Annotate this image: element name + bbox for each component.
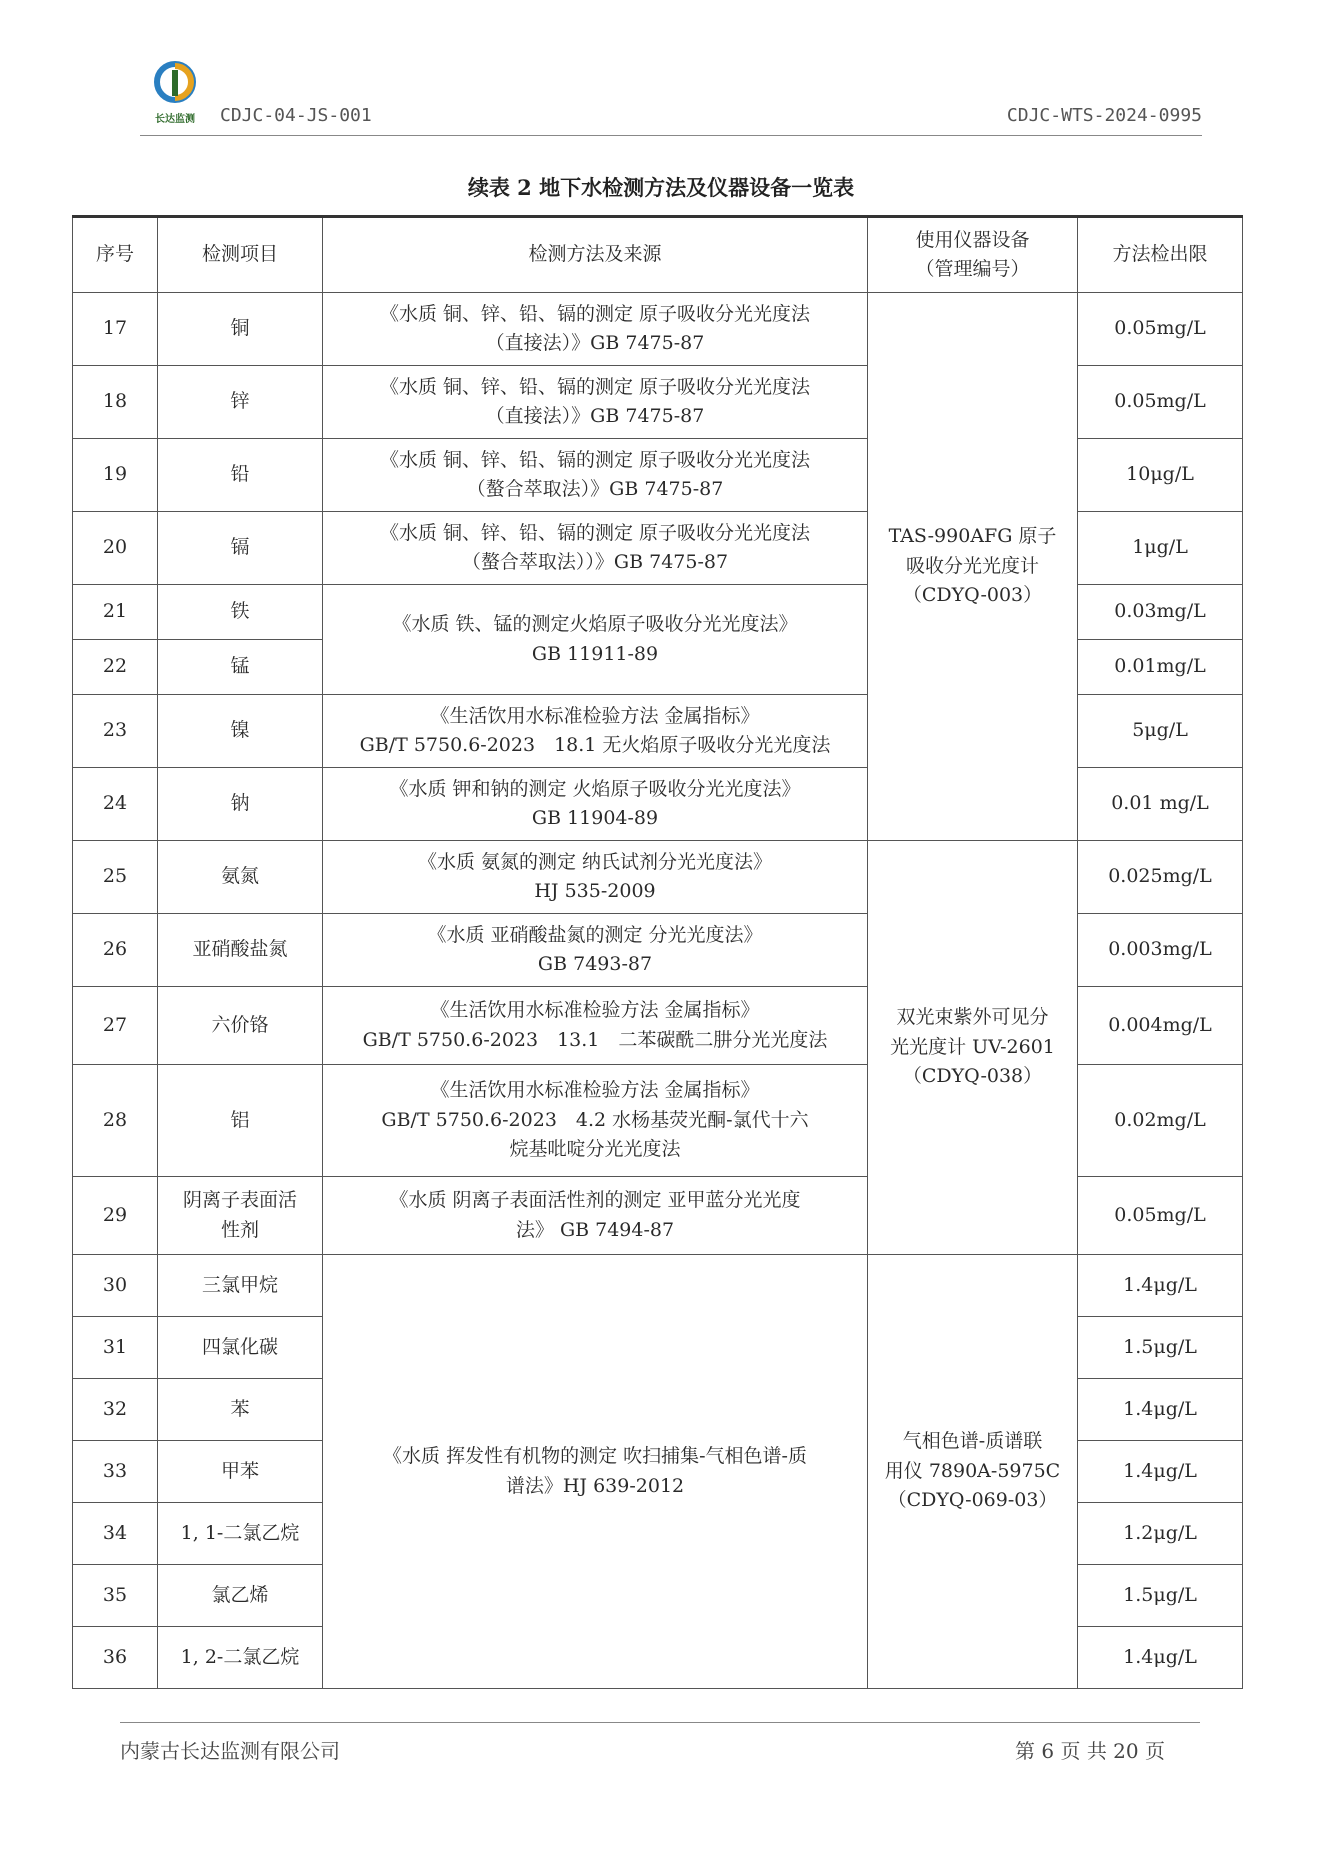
method-line: 《生活饮用水标准检验方法 金属指标》	[430, 704, 760, 727]
method-line: GB/T 5750.6-2023 4.2 水杨基荧光酮-氯代十六	[381, 1108, 809, 1131]
item-cell: 亚硝酸盐氮	[158, 914, 323, 987]
limit-cell: 0.05mg/L	[1078, 366, 1243, 439]
method-cell	[323, 293, 868, 366]
seq-cell: 33	[73, 1441, 158, 1503]
limit-cell: 1μg/L	[1078, 512, 1243, 585]
table-row	[73, 1255, 1243, 1317]
seq-cell: 18	[73, 366, 158, 439]
item-cell: 六价铬	[158, 987, 323, 1065]
seq-cell: 26	[73, 914, 158, 987]
seq-cell: 31	[73, 1317, 158, 1379]
page-title: 续表 2 地下水检测方法及仪器设备一览表	[467, 175, 855, 200]
limit-cell: 1.5μg/L	[1078, 1565, 1243, 1627]
seq-cell: 32	[73, 1379, 158, 1441]
equipment-cell	[868, 1255, 1078, 1689]
item-cell: 1, 2-二氯乙烷	[158, 1627, 323, 1689]
table-row	[73, 293, 1243, 366]
method-line: （螯合萃取法））》GB 7475-87	[461, 551, 729, 573]
method-line: 法》 GB 7494-87	[515, 1218, 675, 1241]
seq-cell: 30	[73, 1255, 158, 1317]
method-line: 《水质 铜、锌、铅、镉的测定 原子吸收分光光度法	[379, 302, 811, 325]
equipment-line: （CDYQ-038）	[902, 1065, 1043, 1088]
limit-cell: 1.2μg/L	[1078, 1503, 1243, 1565]
method-line: 《水质 铁、锰的测定火焰原子吸收分光光度法》	[392, 613, 798, 636]
seq-cell: 17	[73, 293, 158, 366]
method-line: GB 7493-87	[537, 953, 653, 975]
method-line: 《生活饮用水标准检验方法 金属指标》	[430, 999, 760, 1022]
seq-cell: 20	[73, 512, 158, 585]
method-line: 烷基吡啶分光光度法	[509, 1138, 681, 1161]
limit-cell: 1.4μg/L	[1078, 1255, 1243, 1317]
seq-cell: 34	[73, 1503, 158, 1565]
item-cell	[158, 1177, 323, 1255]
method-line: 《水质 阴离子表面活性剂的测定 亚甲蓝分光光度	[389, 1189, 801, 1212]
equipment-line: 双光束紫外可见分	[896, 1006, 1049, 1029]
method-cell	[323, 914, 868, 987]
limit-cell: 0.004mg/L	[1078, 987, 1243, 1065]
method-line: （直接法）》GB 7475-87	[485, 332, 705, 354]
table-row	[73, 841, 1243, 914]
method-line: 《水质 钾和钠的测定 火焰原子吸收分光光度法》	[389, 777, 801, 800]
item-cell: 铅	[158, 439, 323, 512]
equipment-line: 光光度计 UV-2601	[890, 1035, 1055, 1058]
item-cell: 铁	[158, 585, 323, 640]
col-header-equipment-l2: （管理编号）	[915, 258, 1030, 280]
col-header-item: 检测项目	[158, 217, 323, 293]
method-cell	[323, 1177, 868, 1255]
item-cell: 三氯甲烷	[158, 1255, 323, 1317]
item-cell: 镉	[158, 512, 323, 585]
seq-cell: 35	[73, 1565, 158, 1627]
col-header-seq: 序号	[73, 217, 158, 293]
item-cell: 铜	[158, 293, 323, 366]
method-line: （螯合萃取法）》GB 7475-87	[466, 478, 724, 500]
method-line: 《水质 氨氮的测定 纳氏试剂分光光度法》	[417, 850, 773, 873]
method-line: 谱法》HJ 639-2012	[505, 1474, 685, 1497]
limit-cell: 1.4μg/L	[1078, 1627, 1243, 1689]
item-cell: 锌	[158, 366, 323, 439]
method-line: 《水质 铜、锌、铅、镉的测定 原子吸收分光光度法	[379, 375, 811, 398]
method-line: （直接法）》GB 7475-87	[485, 405, 705, 427]
equipment-line: （CDYQ-003）	[902, 584, 1043, 607]
method-cell	[323, 1065, 868, 1177]
item-cell: 氯乙烯	[158, 1565, 323, 1627]
equipment-line: 吸收分光光度计	[905, 554, 1039, 577]
footer-page-number: 第 6 页 共 20 页	[1015, 1739, 1165, 1763]
seq-cell: 27	[73, 987, 158, 1065]
method-cell	[323, 841, 868, 914]
footer-divider	[120, 1722, 1200, 1723]
table-header-row	[73, 217, 1243, 293]
method-cell	[323, 768, 868, 841]
method-line: GB 11904-89	[531, 807, 659, 829]
limit-cell: 0.03mg/L	[1078, 585, 1243, 640]
item-cell: 1, 1-二氯乙烷	[158, 1503, 323, 1565]
header-divider	[140, 135, 1202, 136]
col-header-equipment	[868, 217, 1078, 293]
equipment-line: （CDYQ-069-03）	[887, 1489, 1058, 1512]
item-cell: 甲苯	[158, 1441, 323, 1503]
limit-cell: 0.025mg/L	[1078, 841, 1243, 914]
seq-cell: 25	[73, 841, 158, 914]
item-cell: 四氯化碳	[158, 1317, 323, 1379]
page-header	[140, 60, 1202, 140]
col-header-limit: 方法检出限	[1078, 217, 1243, 293]
method-cell	[323, 1255, 868, 1689]
equipment-cell	[868, 293, 1078, 841]
equipment-cell	[868, 841, 1078, 1255]
col-header-equipment-l1: 使用仪器设备	[915, 228, 1030, 251]
col-header-method: 检测方法及来源	[323, 217, 868, 293]
seq-cell: 23	[73, 695, 158, 768]
method-cell	[323, 512, 868, 585]
seq-cell: 36	[73, 1627, 158, 1689]
item-cell: 氨氮	[158, 841, 323, 914]
item-cell: 镍	[158, 695, 323, 768]
method-line: GB/T 5750.6-2023 18.1 无火焰原子吸收分光光度法	[359, 734, 831, 756]
item-cell: 锰	[158, 640, 323, 695]
equipment-line: 用仪 7890A-5975C	[884, 1459, 1061, 1482]
seq-cell: 19	[73, 439, 158, 512]
method-line: 《生活饮用水标准检验方法 金属指标》	[430, 1079, 760, 1102]
limit-cell: 0.05mg/L	[1078, 293, 1243, 366]
logo-text: 长达监测	[155, 114, 195, 125]
limit-cell: 5μg/L	[1078, 695, 1243, 768]
equipment-line: 气相色谱-质谱联	[902, 1430, 1043, 1453]
method-cell	[323, 987, 868, 1065]
limit-cell: 10μg/L	[1078, 439, 1243, 512]
method-cell	[323, 366, 868, 439]
method-line: GB/T 5750.6-2023 13.1 二苯碳酰二肼分光光度法	[362, 1028, 828, 1051]
method-line: HJ 535-2009	[534, 880, 656, 902]
seq-cell: 22	[73, 640, 158, 695]
seq-cell: 24	[73, 768, 158, 841]
equipment-line: TAS-990AFG 原子	[888, 525, 1057, 548]
item-cell: 苯	[158, 1379, 323, 1441]
limit-cell: 0.02mg/L	[1078, 1065, 1243, 1177]
doc-code-left: CDJC-04-JS-001	[220, 105, 372, 126]
seq-cell: 29	[73, 1177, 158, 1255]
limit-cell: 0.01mg/L	[1078, 640, 1243, 695]
item-cell: 钠	[158, 768, 323, 841]
method-cell	[323, 585, 868, 695]
limit-cell: 1.4μg/L	[1078, 1441, 1243, 1503]
limit-cell: 1.4μg/L	[1078, 1379, 1243, 1441]
method-line: 《水质 铜、锌、铅、镉的测定 原子吸收分光光度法	[379, 521, 811, 544]
limit-cell: 0.01 mg/L	[1078, 768, 1243, 841]
method-cell	[323, 695, 868, 768]
methods-table	[72, 215, 1243, 1689]
method-line: 《水质 挥发性有机物的测定 吹扫捕集-气相色谱-质	[383, 1445, 807, 1468]
limit-cell: 1.5μg/L	[1078, 1317, 1243, 1379]
footer-company: 内蒙古长达监测有限公司	[120, 1739, 340, 1763]
method-line: 《水质 铜、锌、铅、镉的测定 原子吸收分光光度法	[379, 448, 811, 471]
seq-cell: 21	[73, 585, 158, 640]
item-cell: 铝	[158, 1065, 323, 1177]
method-cell	[323, 439, 868, 512]
doc-code-right: CDJC-WTS-2024-0995	[1006, 105, 1202, 126]
item-line: 性剂	[220, 1218, 259, 1241]
seq-cell: 28	[73, 1065, 158, 1177]
item-line: 阴离子表面活	[182, 1189, 297, 1212]
method-line: 《水质 亚硝酸盐氮的测定 分光光度法》	[427, 923, 763, 946]
limit-cell: 0.05mg/L	[1078, 1177, 1243, 1255]
method-line: GB 11911-89	[531, 642, 659, 665]
limit-cell: 0.003mg/L	[1078, 914, 1243, 987]
